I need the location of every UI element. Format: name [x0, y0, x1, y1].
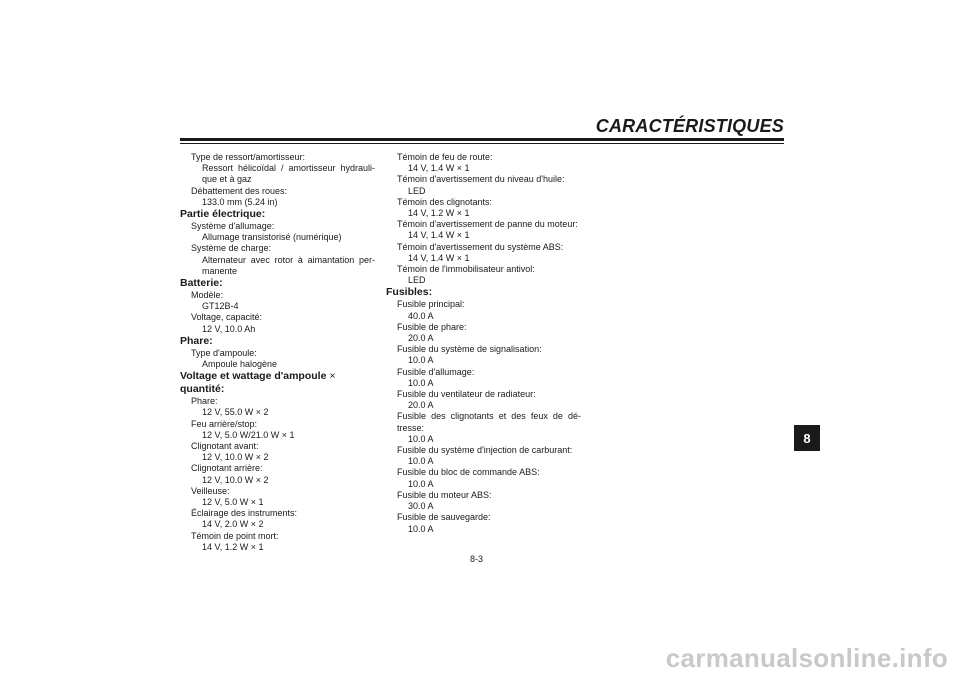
spec-value: manente — [202, 265, 238, 276]
spec-label: Fusible du système d'injection de carburant: — [397, 445, 573, 456]
spec-value: 14 V, 2.0 W × 2 — [202, 519, 264, 530]
spec-label: Fusible du système de signalisation: — [397, 344, 542, 355]
spec-value: Ampoule halogène — [202, 359, 278, 370]
spec-value: 10.0 A — [408, 355, 434, 366]
spec-label: Fusible du moteur ABS: — [397, 489, 492, 500]
spec-label: Clignotant avant: — [191, 441, 259, 452]
spec-label: Type d'ampoule: — [191, 347, 257, 358]
spec-value: 12 V, 55.0 W × 2 — [202, 407, 269, 418]
spec-value: 14 V, 1.4 W × 1 — [408, 252, 470, 263]
spec-label: Système d'allumage: — [191, 221, 275, 232]
spec-value: 40.0 A — [408, 310, 434, 321]
spec-value: LED — [408, 185, 426, 196]
spec-label: Fusible d'allumage: — [397, 366, 475, 377]
spec-value: GT12B-4 — [202, 301, 239, 312]
spec-value: 12 V, 5.0 W/21.0 W × 1 — [202, 429, 295, 440]
spec-value: 20.0 A — [408, 333, 434, 344]
spec-label: Fusible du bloc de commande ABS: — [397, 467, 540, 478]
spec-label: Fusible de sauvegarde: — [397, 512, 491, 523]
section-heading — [180, 370, 375, 396]
spec-value: 12 V, 10.0 Ah — [202, 323, 256, 334]
section-heading: Partie électrique: — [180, 208, 266, 221]
spec-value: 12 V, 5.0 W × 1 — [202, 497, 264, 508]
spec-value: 20.0 A — [408, 400, 434, 411]
section-tab: 8 — [794, 425, 820, 451]
spec-value: 10.0 A — [408, 433, 434, 444]
spec-value: 14 V, 1.2 W × 1 — [202, 541, 264, 552]
spec-value: que et à gaz — [202, 174, 252, 185]
spec-label: Système de charge: — [191, 243, 272, 254]
spec-value: Alternateur avec rotor à aimantation per- — [202, 254, 375, 265]
spec-value: Ressort hélicoïdal / amortisseur hydrauli- — [202, 163, 375, 174]
spec-value: 30.0 A — [408, 501, 434, 512]
spec-value: 10.0 A — [408, 377, 434, 388]
spec-value: 133.0 mm (5.24 in) — [202, 196, 278, 207]
spec-label: Phare: — [191, 396, 218, 407]
spec-label: Témoin des clignotants: — [397, 196, 493, 207]
page-title: CARACTÉRISTIQUES — [595, 116, 784, 136]
spec-label: Témoin de l'immobilisateur antivol: — [397, 264, 535, 275]
spec-value: LED — [408, 275, 426, 286]
spec-label: Éclairage des instruments: — [191, 508, 298, 519]
spec-label: Fusible principal: — [397, 299, 465, 310]
spec-value: 12 V, 10.0 W × 2 — [202, 474, 269, 485]
header-rule-thin — [180, 143, 784, 144]
spec-label: Débattement des roues: — [191, 185, 288, 196]
section-heading: Fusibles: — [386, 286, 433, 299]
spec-label: Fusible de phare: — [397, 321, 467, 332]
heading-text: Voltage et wattage d'ampoule — [180, 370, 327, 383]
spec-value: 10.0 A — [408, 523, 434, 534]
spec-label: Veilleuse: — [191, 485, 230, 496]
spec-value: Allumage transistorisé (numérique) — [202, 232, 342, 243]
header-rule-thick — [180, 138, 784, 141]
spec-value: 10.0 A — [408, 478, 434, 489]
left-column — [180, 152, 375, 553]
spec-label: Voltage, capacité: — [191, 312, 263, 323]
spec-label: Clignotant arrière: — [191, 463, 263, 474]
spec-label: tresse: — [397, 422, 425, 433]
spec-value: 10.0 A — [408, 456, 434, 467]
spec-label: Témoin de point mort: — [191, 530, 279, 541]
right-column — [386, 152, 581, 535]
spec-label: Témoin d'avertissement de panne du moteur: — [397, 219, 578, 230]
spec-value: 14 V, 1.2 W × 1 — [408, 208, 470, 219]
section-heading: Batterie: — [180, 277, 223, 290]
spec-label: Fusible des clignotants et des feux de dé- — [397, 411, 581, 422]
spec-label: Témoin d'avertissement du système ABS: — [397, 241, 564, 252]
spec-label: Témoin d'avertissement du niveau d'huile: — [397, 174, 565, 185]
heading-text: quantité: — [180, 383, 225, 396]
page-number: 8-3 — [470, 554, 484, 564]
spec-value: 14 V, 1.4 W × 1 — [408, 163, 470, 174]
spec-value: 12 V, 10.0 W × 2 — [202, 452, 269, 463]
spec-value: 14 V, 1.4 W × 1 — [408, 230, 470, 241]
spec-label: Témoin de feu de route: — [397, 152, 493, 162]
section-heading: Phare: — [180, 334, 213, 347]
spec-label: Modèle: — [191, 290, 224, 301]
spec-label: Type de ressort/amortisseur: — [191, 152, 306, 162]
multiply-sign: × — [329, 370, 336, 383]
spec-label: Fusible du ventilateur de radiateur: — [397, 389, 536, 400]
spec-label: Feu arrière/stop: — [191, 418, 258, 429]
watermark: carmanualsonline.info — [665, 643, 948, 673]
